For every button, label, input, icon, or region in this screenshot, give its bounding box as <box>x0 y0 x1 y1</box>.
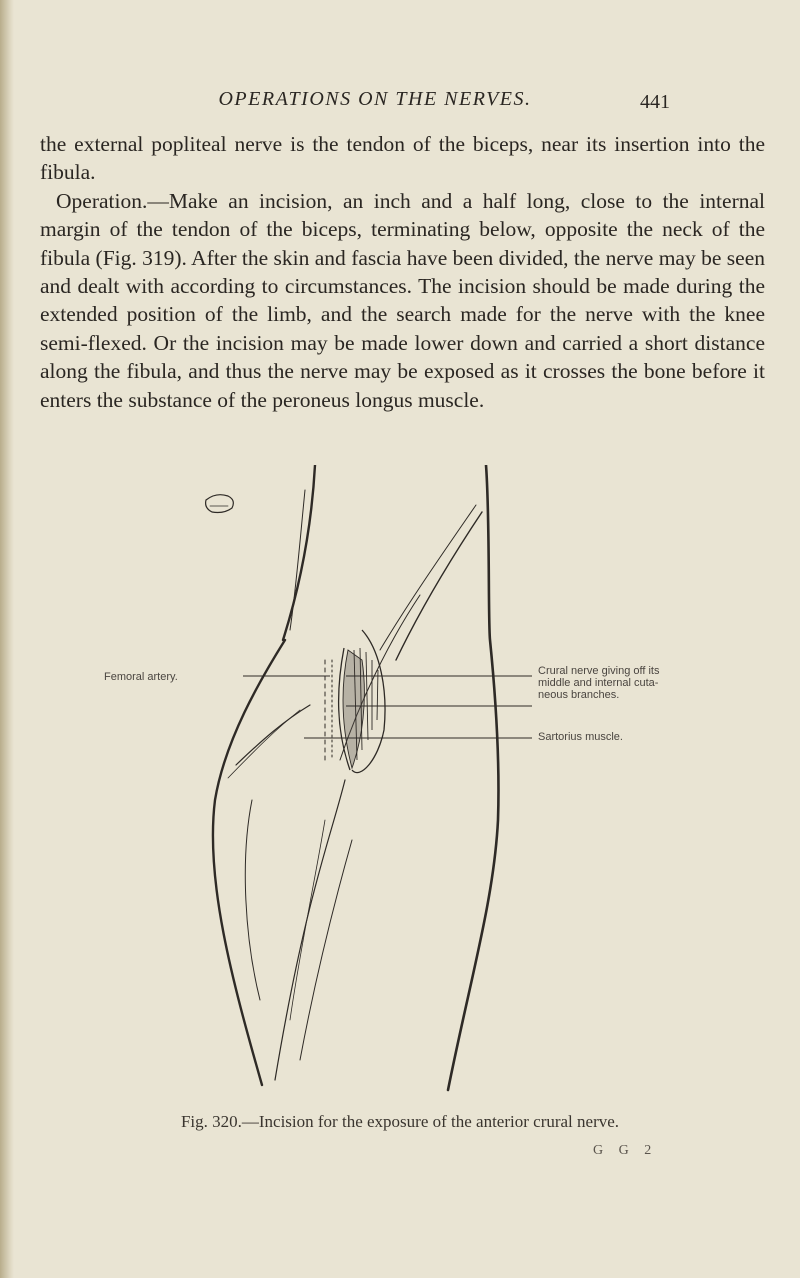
label-sartorius: Sartorius muscle. <box>538 731 623 743</box>
figure-320 <box>0 465 800 1105</box>
label-crural-nerve-1: Crural nerve giving off its <box>538 665 660 677</box>
running-head: OPERATIONS ON THE NERVES. <box>218 88 532 110</box>
label-femoral-artery: Femoral artery. <box>104 671 178 683</box>
anatomical-illustration <box>0 465 800 1105</box>
figure-caption: Fig. 320.—Incision for the exposure of the anterior crural nerve. <box>180 1112 620 1131</box>
label-crural-nerve-2: middle and internal cuta- <box>538 677 659 689</box>
signature-mark: G G 2 <box>593 1143 658 1158</box>
body-text <box>40 130 765 414</box>
page-number: 441 <box>640 91 670 113</box>
page-header <box>0 88 800 118</box>
label-crural-nerve-3: neous branches. <box>538 689 620 701</box>
paragraph-1: the external popliteal nerve is the tendon of the biceps, near its insertion into the fibula. <box>40 132 765 185</box>
paragraph-2: Operation.—Make an incision, an inch and a half long, close to the internal margin of the tendon of the biceps, terminating below, opposite the neck of the fibula (Fig. 319). After the skin and fascia have been divided, the nerve may be seen and dealt with according to circumstances. The incision should be made during the extended position of the limb, and the search made for the nerve with the knee semi-flexed. Or the incision may be made lower down and carried a short distance along the fibula, and thus the nerve may be exposed as it crosses the bone before it enters the substance of the peroneus longus muscle. <box>40 188 765 412</box>
